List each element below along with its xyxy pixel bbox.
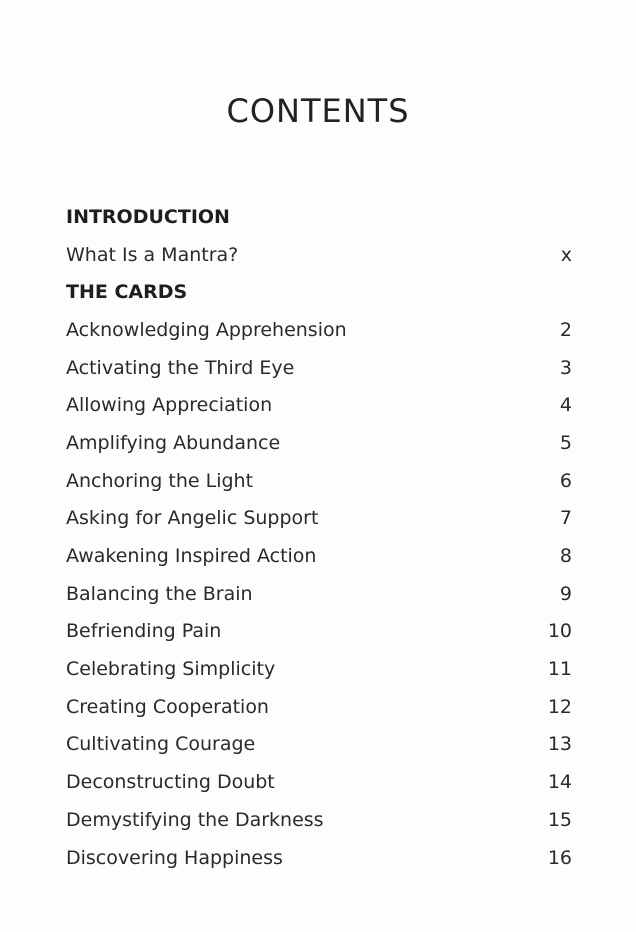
toc-entry[interactable] bbox=[66, 650, 572, 688]
toc-entry[interactable] bbox=[66, 236, 572, 274]
toc-page-number: 4 bbox=[559, 394, 572, 417]
toc-page-number: 9 bbox=[559, 582, 572, 605]
toc-page-number: 12 bbox=[547, 695, 572, 718]
toc-entry[interactable] bbox=[66, 726, 572, 764]
toc-entry-label: Activating the Third Eye bbox=[66, 356, 295, 379]
toc-entry[interactable] bbox=[66, 500, 572, 538]
toc-entry-label: Discovering Happiness bbox=[66, 846, 283, 869]
toc-page-number: 5 bbox=[559, 431, 572, 454]
toc-page-number: 8 bbox=[559, 545, 572, 568]
toc-entry-label: Allowing Appreciation bbox=[66, 394, 273, 417]
section-heading bbox=[66, 273, 572, 311]
toc-entry-label: Celebrating Simplicity bbox=[66, 658, 276, 681]
section-heading-label: INTRODUCTION bbox=[66, 205, 230, 228]
toc-entry[interactable] bbox=[66, 801, 572, 839]
toc-page-number: 16 bbox=[547, 846, 572, 869]
toc-entry-label: What Is a Mantra? bbox=[66, 243, 239, 266]
toc-entry-label: Cultivating Courage bbox=[66, 733, 256, 756]
toc-entry-label: Acknowledging Apprehension bbox=[66, 318, 347, 341]
page-title: CONTENTS bbox=[226, 92, 410, 130]
toc-entry[interactable] bbox=[66, 311, 572, 349]
toc-page-number: 6 bbox=[559, 469, 572, 492]
toc-entry-label: Amplifying Abundance bbox=[66, 431, 281, 454]
toc-page-number: 3 bbox=[559, 356, 572, 379]
toc-entry-label: Awakening Inspired Action bbox=[66, 545, 317, 568]
toc-entry-label: Balancing the Brain bbox=[66, 582, 253, 605]
toc-entry-label: Creating Cooperation bbox=[66, 695, 269, 718]
toc-page-number: 15 bbox=[547, 808, 572, 831]
toc-entry-label: Demystifying the Darkness bbox=[66, 808, 324, 831]
toc-entry[interactable] bbox=[66, 575, 572, 613]
section-heading bbox=[66, 198, 572, 236]
toc-entry[interactable] bbox=[66, 349, 572, 387]
toc-entry[interactable] bbox=[66, 537, 572, 575]
table-of-contents bbox=[66, 198, 572, 876]
toc-entry[interactable] bbox=[66, 462, 572, 500]
toc-entry-label: Anchoring the Light bbox=[66, 469, 254, 492]
toc-entry[interactable] bbox=[66, 688, 572, 726]
toc-entry[interactable] bbox=[66, 763, 572, 801]
toc-page-number: 2 bbox=[559, 318, 572, 341]
toc-entry-label: Deconstructing Doubt bbox=[66, 771, 275, 794]
toc-entry[interactable] bbox=[66, 386, 572, 424]
toc-entry-label: Asking for Angelic Support bbox=[66, 507, 319, 530]
toc-page-number: 13 bbox=[547, 733, 572, 756]
toc-entry-label: Befriending Pain bbox=[66, 620, 222, 643]
toc-entry[interactable] bbox=[66, 613, 572, 651]
section-heading-label: THE CARDS bbox=[66, 281, 188, 304]
toc-page-number: x bbox=[560, 243, 572, 266]
toc-entry[interactable] bbox=[66, 839, 572, 877]
toc-page-number: 10 bbox=[547, 620, 572, 643]
toc-page-number: 14 bbox=[547, 771, 572, 794]
toc-page-number: 11 bbox=[547, 658, 572, 681]
toc-page-number: 7 bbox=[559, 507, 572, 530]
toc-entry[interactable] bbox=[66, 424, 572, 462]
